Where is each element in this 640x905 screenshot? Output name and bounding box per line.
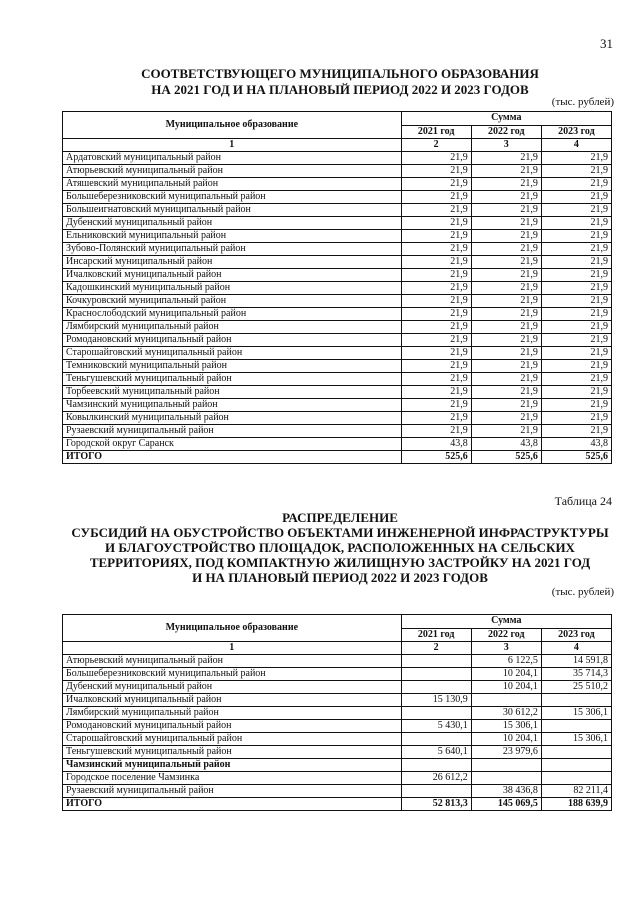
table-row (63, 360, 612, 373)
value-2023: 43,8 (541, 438, 611, 451)
table-row (63, 772, 612, 785)
page-number: 31 (600, 36, 613, 51)
municipality-name: Инсарский муниципальный район (63, 256, 402, 269)
value-2023: 21,9 (541, 425, 611, 438)
column-index: 1 (63, 139, 402, 152)
value-2022: 21,9 (471, 347, 541, 360)
total-row (63, 451, 612, 464)
value-2023: 21,9 (541, 243, 611, 256)
table-row (63, 681, 612, 694)
value-2021: 21,9 (401, 204, 471, 217)
value-2022: 21,9 (471, 191, 541, 204)
table-row (63, 230, 612, 243)
value-2023: 21,9 (541, 347, 611, 360)
section1-title (0, 66, 640, 98)
municipality-name: Старошайговский муниципальный район (63, 347, 402, 360)
total-label: ИТОГО (63, 451, 402, 464)
value-2021: 15 130,9 (401, 694, 471, 707)
value-2023: 21,9 (541, 230, 611, 243)
table-row (63, 438, 612, 451)
header-municipality: Муниципальное образование (63, 112, 402, 139)
value-2021: 21,9 (401, 256, 471, 269)
section2-units: (тыс. рублей) (551, 586, 614, 598)
section1-title-line2: НА 2021 ГОД И НА ПЛАНОВЫЙ ПЕРИОД 2022 И 2023 ГОДОВ (151, 82, 529, 97)
table-row (63, 412, 612, 425)
column-index: 3 (471, 642, 541, 655)
table-row (63, 295, 612, 308)
value-2023: 21,9 (541, 373, 611, 386)
municipality-name: Большеберезниковский муниципальный район (63, 668, 402, 681)
municipality-name: Большеигнатовский муниципальный район (63, 204, 402, 217)
section1-title-line1: СООТВЕТСТВУЮЩЕГО МУНИЦИПАЛЬНОГО ОБРАЗОВАНИЯ (141, 66, 539, 81)
municipality-name: Ельниковский муниципальный район (63, 230, 402, 243)
value-2021: 21,9 (401, 425, 471, 438)
section2-title-line1: РАСПРЕДЕЛЕНИЕ (282, 510, 398, 525)
total-label: ИТОГО (63, 798, 402, 811)
municipality-name: Рузаевский муниципальный район (63, 425, 402, 438)
header-year-2023: 2023 год (541, 628, 611, 642)
table-row (63, 165, 612, 178)
table-row (63, 373, 612, 386)
value-2022: 21,9 (471, 178, 541, 191)
municipality-name: Чамзинский муниципальный район (63, 399, 402, 412)
column-index: 4 (541, 139, 611, 152)
value-2023: 21,9 (541, 308, 611, 321)
value-2023: 21,9 (541, 386, 611, 399)
table-row (63, 152, 612, 165)
value-2022: 21,9 (471, 152, 541, 165)
value-2023 (541, 772, 611, 785)
value-2023 (541, 720, 611, 733)
value-2021: 5 640,1 (401, 746, 471, 759)
value-2023: 21,9 (541, 399, 611, 412)
column-index: 2 (401, 642, 471, 655)
value-2021: 21,9 (401, 334, 471, 347)
municipality-name: Атюрьевский муниципальный район (63, 655, 402, 668)
value-2021 (401, 759, 471, 772)
table-row (63, 308, 612, 321)
value-2023: 21,9 (541, 360, 611, 373)
value-2023: 21,9 (541, 256, 611, 269)
value-2021: 21,9 (401, 308, 471, 321)
header-year-2021: 2021 год (401, 628, 471, 642)
value-2023: 15 306,1 (541, 733, 611, 746)
header-sum: Сумма (401, 112, 611, 126)
value-2022: 10 204,1 (471, 681, 541, 694)
section2-table-body (63, 642, 612, 811)
section1-table (62, 111, 612, 464)
value-2023: 21,9 (541, 152, 611, 165)
value-2021: 21,9 (401, 295, 471, 308)
table-row (63, 347, 612, 360)
value-2022: 21,9 (471, 204, 541, 217)
table-row (63, 733, 612, 746)
value-2021: 5 430,1 (401, 720, 471, 733)
municipality-name: Теньгушевский муниципальный район (63, 373, 402, 386)
municipality-name: Дубенский муниципальный район (63, 681, 402, 694)
value-2022: 21,9 (471, 386, 541, 399)
municipality-name: Атюрьевский муниципальный район (63, 165, 402, 178)
table-row (63, 785, 612, 798)
value-2021: 21,9 (401, 321, 471, 334)
value-2021: 21,9 (401, 282, 471, 295)
municipality-name: Темниковский муниципальный район (63, 360, 402, 373)
value-2022: 21,9 (471, 321, 541, 334)
table-row (63, 668, 612, 681)
value-2023: 21,9 (541, 178, 611, 191)
value-2023: 21,9 (541, 269, 611, 282)
value-2021: 21,9 (401, 230, 471, 243)
value-2021 (401, 707, 471, 720)
table-row (63, 269, 612, 282)
table-row (63, 746, 612, 759)
value-2022 (471, 694, 541, 707)
value-2023: 21,9 (541, 282, 611, 295)
table-row (63, 720, 612, 733)
value-2023 (541, 694, 611, 707)
municipality-name: Городское поселение Чамзинка (63, 772, 402, 785)
municipality-name: Ромодановский муниципальный район (63, 720, 402, 733)
table-row (63, 243, 612, 256)
table-row (63, 655, 612, 668)
value-2022: 21,9 (471, 360, 541, 373)
section2-title-line5: И НА ПЛАНОВЫЙ ПЕРИОД 2022 И 2023 ГОДОВ (192, 570, 488, 585)
value-2023: 35 714,3 (541, 668, 611, 681)
total-2023: 188 639,9 (541, 798, 611, 811)
header-sum: Сумма (401, 615, 611, 629)
municipality-name: Рузаевский муниципальный район (63, 785, 402, 798)
table-label: Таблица 24 (554, 494, 612, 508)
municipality-name: Лямбирский муниципальный район (63, 707, 402, 720)
value-2022: 10 204,1 (471, 733, 541, 746)
table-row (63, 759, 612, 772)
municipality-name: Ардатовский муниципальный район (63, 152, 402, 165)
table-row (63, 217, 612, 230)
value-2021: 21,9 (401, 165, 471, 178)
header-year-2021: 2021 год (401, 125, 471, 139)
section1-table-body (63, 139, 612, 464)
section2-title-line2: СУБСИДИЙ НА ОБУСТРОЙСТВО ОБЪЕКТАМИ ИНЖЕНЕРНОЙ ИНФРАСТРУКТУРЫ (71, 525, 609, 540)
value-2023: 21,9 (541, 217, 611, 230)
value-2022: 38 436,8 (471, 785, 541, 798)
municipality-name: Ичалковский муниципальный район (63, 694, 402, 707)
value-2022: 21,9 (471, 308, 541, 321)
municipality-name: Городской округ Саранск (63, 438, 402, 451)
value-2021 (401, 668, 471, 681)
value-2021: 21,9 (401, 152, 471, 165)
column-index-row (63, 642, 612, 655)
value-2022: 21,9 (471, 256, 541, 269)
municipality-name: Лямбирский муниципальный район (63, 321, 402, 334)
municipality-name: Кочкуровский муниципальный район (63, 295, 402, 308)
value-2023: 82 211,4 (541, 785, 611, 798)
municipality-name: Ромодановский муниципальный район (63, 334, 402, 347)
value-2022: 21,9 (471, 165, 541, 178)
header-year-2022: 2022 год (471, 628, 541, 642)
value-2023 (541, 746, 611, 759)
municipality-name: Ичалковский муниципальный район (63, 269, 402, 282)
table-row (63, 386, 612, 399)
value-2021 (401, 785, 471, 798)
value-2021: 21,9 (401, 178, 471, 191)
value-2022 (471, 759, 541, 772)
value-2021: 21,9 (401, 399, 471, 412)
total-2023: 525,6 (541, 451, 611, 464)
value-2022: 10 204,1 (471, 668, 541, 681)
value-2023: 21,9 (541, 191, 611, 204)
section2-table (62, 614, 612, 811)
value-2021: 21,9 (401, 347, 471, 360)
value-2022: 43,8 (471, 438, 541, 451)
value-2021: 21,9 (401, 243, 471, 256)
municipality-name: Теньгушевский муниципальный район (63, 746, 402, 759)
municipality-name: Дубенский муниципальный район (63, 217, 402, 230)
value-2023: 21,9 (541, 165, 611, 178)
total-2022: 145 069,5 (471, 798, 541, 811)
table-row (63, 399, 612, 412)
column-index: 4 (541, 642, 611, 655)
header-year-2022: 2022 год (471, 125, 541, 139)
value-2021 (401, 655, 471, 668)
municipality-name: Атяшевский муниципальный район (63, 178, 402, 191)
value-2023: 21,9 (541, 334, 611, 347)
section2-title (0, 510, 640, 585)
table-row (63, 256, 612, 269)
municipality-name: Чамзинский муниципальный район (63, 759, 402, 772)
value-2022: 23 979,6 (471, 746, 541, 759)
value-2021: 21,9 (401, 412, 471, 425)
value-2022: 21,9 (471, 295, 541, 308)
value-2022: 21,9 (471, 269, 541, 282)
value-2023: 21,9 (541, 204, 611, 217)
value-2022: 21,9 (471, 373, 541, 386)
value-2021: 21,9 (401, 217, 471, 230)
municipality-name: Краснослободский муниципальный район (63, 308, 402, 321)
municipality-name: Ковылкинский муниципальный район (63, 412, 402, 425)
table-row (63, 282, 612, 295)
section2-title-line4: ТЕРРИТОРИЯХ, ПОД КОМПАКТНУЮ ЖИЛИЩНУЮ ЗАСТРОЙКУ НА 2021 ГОД (89, 555, 591, 570)
table-row (63, 694, 612, 707)
value-2023: 14 591,8 (541, 655, 611, 668)
value-2021: 43,8 (401, 438, 471, 451)
value-2021: 26 612,2 (401, 772, 471, 785)
total-row (63, 798, 612, 811)
value-2021: 21,9 (401, 373, 471, 386)
value-2022: 21,9 (471, 217, 541, 230)
value-2023 (541, 759, 611, 772)
table-row (63, 321, 612, 334)
header-municipality: Муниципальное образование (63, 615, 402, 642)
value-2021: 21,9 (401, 360, 471, 373)
value-2022: 21,9 (471, 334, 541, 347)
municipality-name: Большеберезниковский муниципальный район (63, 191, 402, 204)
value-2022: 6 122,5 (471, 655, 541, 668)
table-row (63, 178, 612, 191)
value-2022: 21,9 (471, 243, 541, 256)
value-2023: 21,9 (541, 412, 611, 425)
value-2021: 21,9 (401, 269, 471, 282)
value-2023: 25 510,2 (541, 681, 611, 694)
value-2023: 21,9 (541, 295, 611, 308)
header-year-2023: 2023 год (541, 125, 611, 139)
total-2021: 52 813,3 (401, 798, 471, 811)
value-2022 (471, 772, 541, 785)
value-2022: 21,9 (471, 425, 541, 438)
municipality-name: Старошайговский муниципальный район (63, 733, 402, 746)
municipality-name: Торбеевский муниципальный район (63, 386, 402, 399)
value-2022: 15 306,1 (471, 720, 541, 733)
value-2021 (401, 733, 471, 746)
value-2023: 21,9 (541, 321, 611, 334)
section1-units: (тыс. рублей) (551, 96, 614, 108)
section2-title-line3: И БЛАГОУСТРОЙСТВО ПЛОЩАДОК, РАСПОЛОЖЕННЫХ НА СЕЛЬСКИХ (105, 540, 575, 555)
value-2021: 21,9 (401, 386, 471, 399)
table-row (63, 707, 612, 720)
value-2022: 21,9 (471, 230, 541, 243)
value-2022: 21,9 (471, 412, 541, 425)
value-2021 (401, 681, 471, 694)
table-row (63, 204, 612, 217)
table-row (63, 191, 612, 204)
column-index: 2 (401, 139, 471, 152)
municipality-name: Зубово-Полянский муниципальный район (63, 243, 402, 256)
value-2022: 21,9 (471, 399, 541, 412)
table-row (63, 334, 612, 347)
value-2021: 21,9 (401, 191, 471, 204)
value-2023: 15 306,1 (541, 707, 611, 720)
column-index: 3 (471, 139, 541, 152)
table-row (63, 425, 612, 438)
total-2021: 525,6 (401, 451, 471, 464)
municipality-name: Кадошкинский муниципальный район (63, 282, 402, 295)
total-2022: 525,6 (471, 451, 541, 464)
column-index: 1 (63, 642, 402, 655)
value-2022: 30 612,2 (471, 707, 541, 720)
column-index-row (63, 139, 612, 152)
value-2022: 21,9 (471, 282, 541, 295)
